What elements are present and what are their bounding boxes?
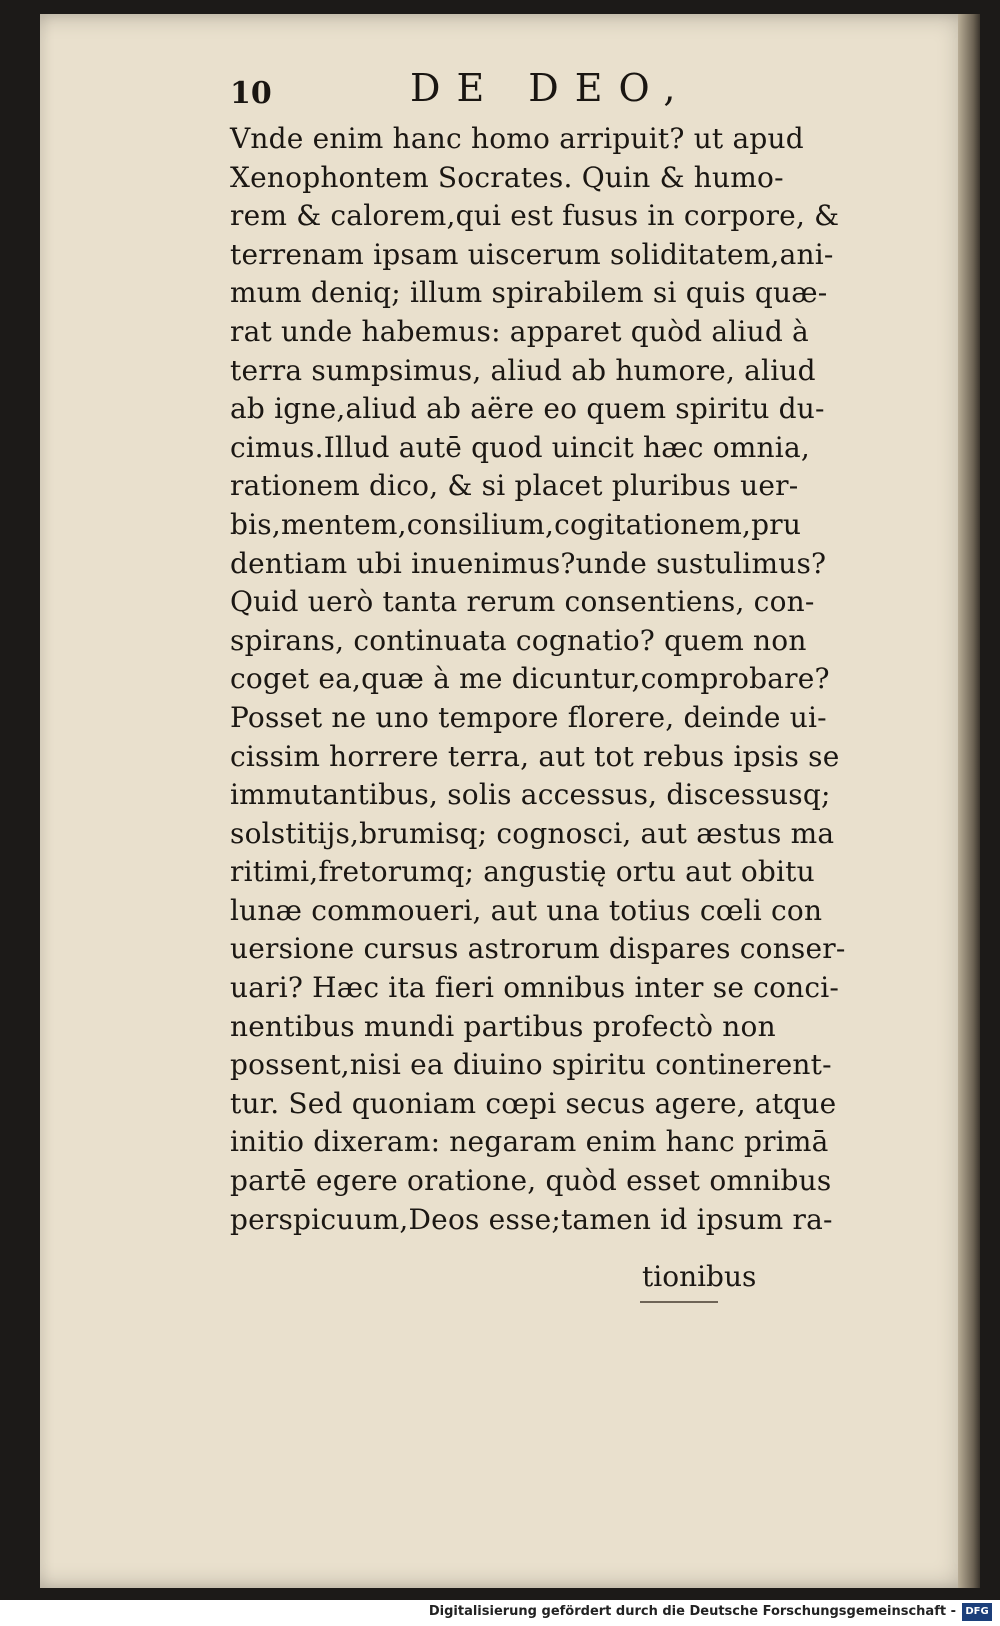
text-line: uari? Hæc ita fieri omnibus inter se conci- [230, 971, 840, 1005]
funding-credit: Digitalisierung gefördert durch die Deutsche Forschungsgemeinschaft - [428, 1604, 956, 1619]
text-line: dentiam ubi inuenimus?unde sustulimus? [230, 546, 827, 580]
catchword-rule [640, 1301, 718, 1303]
text-line: rat unde habemus: apparet quòd aliud à [230, 314, 809, 348]
text-line: Posset ne uno tempore florere, deinde ui- [230, 700, 827, 734]
text-line: nentibus mundi partibus profectò non [230, 1009, 776, 1043]
text-line: terra sumpsimus, aliud ab humore, aliud [230, 353, 816, 387]
body-text [230, 120, 846, 1239]
text-line: cimus.Illud autē quod uincit hæc omnia, [230, 430, 810, 464]
text-line: lunæ commoueri, aut una totius cœli con [230, 893, 823, 927]
text-line: partē egere oratione, quòd esset omnibus [230, 1164, 832, 1198]
text-line: immutantibus, solis accessus, discessusq; [230, 778, 831, 812]
text-line: rem & calorem,qui est fusus in corpore, & [230, 199, 840, 233]
text-line: ritimi,fretorumq; angustię ortu aut obitu [230, 855, 815, 889]
page-number: 10 [230, 76, 272, 111]
text-line: rationem dico, & si placet pluribus uer- [230, 469, 799, 503]
text-line: coget ea,quæ à me dicuntur,comprobare? [230, 662, 830, 696]
text-line: Xenophontem Socrates. Quin & humo- [230, 160, 784, 194]
text-line: perspicuum,Deos esse;tamen id ipsum ra- [230, 1202, 833, 1236]
text-line: initio dixeram: negaram enim hanc primā [230, 1125, 829, 1159]
text-line: tur. Sed quoniam cœpi secus agere, atque [230, 1086, 837, 1120]
footer-bar [0, 1600, 1000, 1626]
text-line: ab igne,aliud ab aëre eo quem spiritu du- [230, 392, 825, 426]
text-line: terrenam ipsam uiscerum soliditatem,ani- [230, 237, 834, 271]
text-line: solstitijs,brumisq; cognosci, aut æstus ma [230, 816, 835, 850]
text-line: uersione cursus astrorum dispares conser- [230, 932, 846, 966]
text-line: spirans, continuata cognatio? quem non [230, 623, 807, 657]
text-line: cissim horrere terra, aut tot rebus ipsis se [230, 739, 840, 773]
text-line: Vnde enim hanc homo arripuit? ut apud [230, 122, 804, 155]
text-line: mum deniq; illum spirabilem si quis quæ- [230, 276, 828, 310]
text-line: Quid uerò tanta rerum consentiens, con- [230, 585, 815, 619]
running-head [230, 66, 720, 116]
dfg-logo-icon: DFG [962, 1603, 992, 1621]
page-edge-shadow [958, 14, 980, 1588]
catchword: tionibus [642, 1260, 757, 1293]
running-title: DE DEO, [410, 66, 692, 110]
text-line: bis,mentem,consilium,cogitationem,pru [230, 507, 802, 541]
text-line: possent,nisi ea diuino spiritu continerent- [230, 1048, 832, 1082]
